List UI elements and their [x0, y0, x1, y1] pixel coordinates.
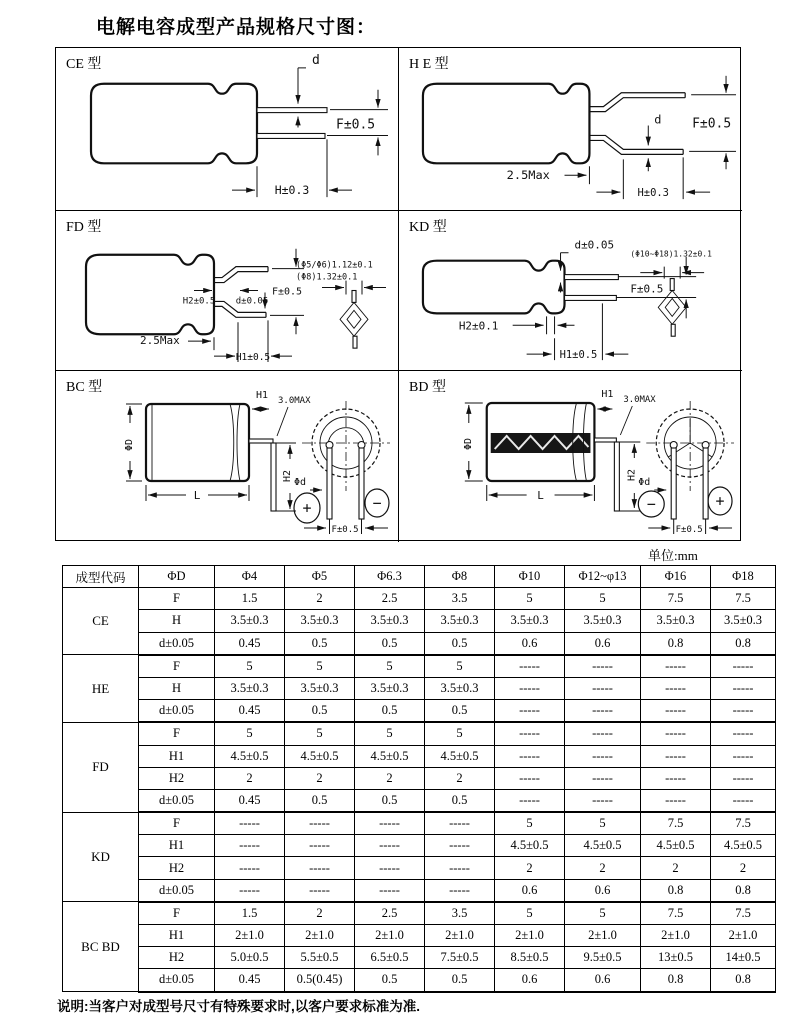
- capacitor-body: [423, 84, 685, 164]
- col-header: Φ5: [285, 566, 355, 588]
- value-cell: 2±1.0: [285, 925, 355, 947]
- param-label: d±0.05: [139, 879, 215, 902]
- param-label: H2: [139, 767, 215, 789]
- value-cell: 0.6: [495, 879, 565, 902]
- spec-table: [62, 565, 776, 993]
- value-cell: 5: [565, 902, 641, 925]
- value-cell: 3.5±0.3: [355, 677, 425, 699]
- dim-label-d: d: [654, 112, 662, 127]
- capacitor-body: [423, 261, 618, 314]
- value-cell: -----: [285, 812, 355, 835]
- param-label: d±0.05: [139, 700, 215, 723]
- value-cell: 5: [355, 722, 425, 745]
- value-cell: -----: [285, 835, 355, 857]
- table-row: [63, 879, 776, 902]
- diagram-cell-bd: [399, 371, 742, 542]
- value-cell: -----: [425, 879, 495, 902]
- table-row: [63, 789, 776, 812]
- polarity-plus-sign: +: [715, 491, 725, 511]
- diagram-label-bc: BC 型: [66, 380, 103, 395]
- dim-label-h: H±0.3: [274, 183, 310, 198]
- value-cell: -----: [641, 677, 711, 699]
- value-cell: 0.5: [425, 789, 495, 812]
- value-cell: 0.6: [495, 969, 565, 992]
- value-cell: 0.45: [215, 789, 285, 812]
- table-row: [63, 969, 776, 992]
- col-header: Φ12~φ13: [565, 566, 641, 588]
- col-header: Φ16: [641, 566, 711, 588]
- value-cell: -----: [285, 857, 355, 879]
- dim-label-h2: H2: [282, 469, 293, 483]
- param-label: d±0.05: [139, 789, 215, 812]
- value-cell: 0.5(0.45): [285, 969, 355, 992]
- col-header: Φ8: [425, 566, 495, 588]
- value-cell: -----: [565, 745, 641, 767]
- lead-note-1: (Φ5/Φ6)1.12±0.1: [296, 259, 373, 270]
- polarity-minus-icon: [365, 489, 389, 517]
- dim-label-h2: H2±0.1: [458, 319, 499, 333]
- value-cell: -----: [425, 812, 495, 835]
- diagram-label-he: H E 型: [409, 57, 449, 72]
- dim-label-max: 2.5Max: [140, 334, 180, 348]
- value-cell: 0.45: [215, 700, 285, 723]
- value-cell: -----: [565, 789, 641, 812]
- value-cell: -----: [641, 745, 711, 767]
- value-cell: -----: [711, 767, 776, 789]
- value-cell: 0.5: [355, 632, 425, 655]
- value-cell: 0.5: [285, 700, 355, 723]
- value-cell: -----: [495, 745, 565, 767]
- table-row: [63, 677, 776, 699]
- value-cell: 0.5: [355, 969, 425, 992]
- value-cell: 4.5±0.5: [495, 835, 565, 857]
- kd-diagram: [399, 211, 742, 370]
- value-cell: -----: [711, 700, 776, 723]
- value-cell: 3.5±0.3: [355, 610, 425, 632]
- col-header: Φ4: [215, 566, 285, 588]
- value-cell: 0.5: [285, 789, 355, 812]
- value-cell: 2±1.0: [215, 925, 285, 947]
- value-cell: 4.5±0.5: [355, 745, 425, 767]
- value-cell: 5: [285, 722, 355, 745]
- value-cell: 2±1.0: [565, 925, 641, 947]
- value-cell: -----: [215, 879, 285, 902]
- value-cell: 8.5±0.5: [495, 947, 565, 969]
- value-cell: -----: [355, 879, 425, 902]
- table-row: [63, 722, 776, 745]
- value-cell: 5: [495, 588, 565, 610]
- value-cell: 2: [355, 767, 425, 789]
- dim-label-h1: H1±0.5: [235, 352, 271, 364]
- value-cell: -----: [495, 767, 565, 789]
- table-row: [63, 632, 776, 655]
- value-cell: 0.5: [285, 632, 355, 655]
- param-label: F: [139, 655, 215, 678]
- polarity-minus-sign: −: [646, 494, 656, 514]
- value-cell: 2±1.0: [641, 925, 711, 947]
- value-cell: 2: [565, 857, 641, 879]
- diagram-cell-ce: [56, 48, 399, 211]
- dim-label-f: F±0.5: [331, 525, 359, 535]
- dim-label-h2: H2: [626, 468, 638, 482]
- diagram-cell-he: [399, 48, 742, 211]
- value-cell: 0.8: [711, 632, 776, 655]
- value-cell: 2±1.0: [711, 925, 776, 947]
- value-cell: 5.0±0.5: [215, 947, 285, 969]
- value-cell: -----: [495, 722, 565, 745]
- value-cell: 0.8: [711, 879, 776, 902]
- diagram-cell-bc: [56, 371, 399, 542]
- value-cell: 0.45: [215, 632, 285, 655]
- value-cell: -----: [711, 677, 776, 699]
- value-cell: 3.5±0.3: [215, 677, 285, 699]
- dim-label-h: H±0.3: [637, 187, 669, 200]
- value-cell: 0.6: [565, 879, 641, 902]
- table-row: [63, 655, 776, 678]
- table-row: [63, 610, 776, 632]
- value-cell: 4.5±0.5: [565, 835, 641, 857]
- dim-label-phi-d: ΦD: [462, 437, 474, 451]
- value-cell: 0.6: [565, 969, 641, 992]
- value-cell: -----: [425, 835, 495, 857]
- value-cell: 3.5±0.3: [285, 677, 355, 699]
- value-cell: 1.5: [215, 902, 285, 925]
- param-label: H: [139, 677, 215, 699]
- table-row: [63, 925, 776, 947]
- param-label: F: [139, 588, 215, 610]
- page-title: 电解电容成型产品规格尺寸图：: [96, 17, 377, 38]
- value-cell: 13±0.5: [641, 947, 711, 969]
- table-row: [63, 947, 776, 969]
- value-cell: 2: [215, 767, 285, 789]
- value-cell: 4.5±0.5: [711, 835, 776, 857]
- table-row: [63, 835, 776, 857]
- value-cell: 0.8: [641, 879, 711, 902]
- value-cell: 2: [711, 857, 776, 879]
- value-cell: 2: [425, 767, 495, 789]
- group-code: FD: [63, 722, 139, 812]
- col-header-code: 成型代码: [63, 566, 139, 588]
- table-row: [63, 588, 776, 610]
- value-cell: 2: [285, 902, 355, 925]
- dim-label-h1: H1: [601, 388, 614, 401]
- value-cell: 5: [355, 655, 425, 678]
- polarity-plus-icon: [708, 487, 732, 515]
- capacitor-body: [86, 255, 268, 335]
- param-label: H2: [139, 857, 215, 879]
- value-cell: 2.5: [355, 902, 425, 925]
- value-cell: -----: [355, 812, 425, 835]
- dim-label-d: d±0.05: [574, 238, 615, 252]
- dim-label-phi-d-lead: Φd: [638, 476, 651, 489]
- group-code: HE: [63, 655, 139, 723]
- lead-cross-section: [340, 291, 368, 349]
- param-label: d±0.05: [139, 969, 215, 992]
- param-label: F: [139, 902, 215, 925]
- value-cell: 9.5±0.5: [565, 947, 641, 969]
- value-cell: 2: [285, 588, 355, 610]
- value-cell: 0.8: [711, 969, 776, 992]
- value-cell: -----: [495, 789, 565, 812]
- value-cell: 3.5: [425, 588, 495, 610]
- table-row: [63, 857, 776, 879]
- value-cell: -----: [565, 677, 641, 699]
- bd-diagram: [399, 371, 742, 542]
- param-label: H1: [139, 925, 215, 947]
- value-cell: 7.5: [711, 812, 776, 835]
- dim-label-f: F±0.5: [272, 286, 303, 298]
- value-cell: 5: [425, 655, 495, 678]
- value-cell: 5: [565, 812, 641, 835]
- value-cell: 5: [215, 722, 285, 745]
- param-label: H: [139, 610, 215, 632]
- value-cell: 0.8: [641, 632, 711, 655]
- he-diagram: [399, 48, 742, 210]
- value-cell: 4.5±0.5: [425, 745, 495, 767]
- ce-diagram: [56, 48, 398, 210]
- value-cell: 4.5±0.5: [285, 745, 355, 767]
- lead-note-2: (Φ8)1.32±0.1: [296, 271, 358, 282]
- value-cell: 14±0.5: [711, 947, 776, 969]
- value-cell: 7.5: [711, 588, 776, 610]
- value-cell: 4.5±0.5: [215, 745, 285, 767]
- value-cell: -----: [565, 722, 641, 745]
- value-cell: -----: [641, 722, 711, 745]
- dim-label-phi-d-lead: Φd: [294, 477, 307, 488]
- value-cell: -----: [641, 789, 711, 812]
- value-cell: 5: [285, 655, 355, 678]
- col-header: Φ6.3: [355, 566, 425, 588]
- value-cell: 3.5: [425, 902, 495, 925]
- value-cell: 0.5: [355, 789, 425, 812]
- value-cell: -----: [711, 745, 776, 767]
- value-cell: -----: [565, 767, 641, 789]
- value-cell: -----: [285, 879, 355, 902]
- dim-label-max: 3.0MAX: [278, 396, 311, 406]
- value-cell: 3.5±0.3: [495, 610, 565, 632]
- dim-label-h1: H1±0.5: [559, 349, 598, 362]
- capacitor-body: [91, 84, 327, 164]
- value-cell: -----: [215, 812, 285, 835]
- value-cell: 5.5±0.5: [285, 947, 355, 969]
- group-code: BC BD: [63, 902, 139, 992]
- table-row: [63, 700, 776, 723]
- footer-note: 说明:当客户对成型号尺寸有特殊要求时,以客户要求标准为准.: [57, 999, 420, 1014]
- col-header: Φ18: [711, 566, 776, 588]
- value-cell: -----: [355, 835, 425, 857]
- value-cell: 0.5: [425, 632, 495, 655]
- value-cell: 3.5±0.3: [425, 677, 495, 699]
- value-cell: 0.5: [355, 700, 425, 723]
- value-cell: -----: [711, 722, 776, 745]
- value-cell: -----: [495, 655, 565, 678]
- group-code: KD: [63, 812, 139, 902]
- diagram-label-bd: BD 型: [409, 380, 446, 395]
- value-cell: 0.6: [495, 632, 565, 655]
- value-cell: 7.5: [641, 812, 711, 835]
- value-cell: 5: [425, 722, 495, 745]
- value-cell: -----: [495, 700, 565, 723]
- value-cell: 0.5: [425, 700, 495, 723]
- value-cell: 7.5: [641, 902, 711, 925]
- value-cell: 3.5±0.3: [711, 610, 776, 632]
- value-cell: 2: [641, 857, 711, 879]
- dim-label-max: 3.0MAX: [623, 394, 656, 406]
- table-row: [63, 902, 776, 925]
- value-cell: -----: [425, 857, 495, 879]
- value-cell: 1.5: [215, 588, 285, 610]
- polarity-plus-sign: +: [302, 499, 312, 517]
- value-cell: -----: [711, 789, 776, 812]
- value-cell: 3.5±0.3: [641, 610, 711, 632]
- value-cell: 3.5±0.3: [565, 610, 641, 632]
- value-cell: -----: [641, 767, 711, 789]
- value-cell: 0.8: [641, 969, 711, 992]
- table-header-row: [63, 566, 776, 588]
- value-cell: 0.45: [215, 969, 285, 992]
- value-cell: 6.5±0.5: [355, 947, 425, 969]
- value-cell: -----: [565, 655, 641, 678]
- value-cell: -----: [495, 677, 565, 699]
- polarity-minus-icon: [638, 491, 664, 517]
- diagram-cell-fd: [56, 211, 399, 371]
- dim-label-f: F±0.5: [336, 117, 376, 133]
- table-row: [63, 745, 776, 767]
- bc-diagram: [56, 371, 398, 542]
- dim-label-d: d±0.05: [235, 296, 269, 307]
- value-cell: 2: [495, 857, 565, 879]
- value-cell: 7.5±0.5: [425, 947, 495, 969]
- group-code: CE: [63, 588, 139, 655]
- dim-label-f: F±0.5: [630, 282, 664, 296]
- param-label: H1: [139, 745, 215, 767]
- unit-note: 单位:mm: [648, 548, 698, 563]
- value-cell: 0.6: [565, 632, 641, 655]
- diagram-grid: [55, 47, 741, 541]
- value-cell: -----: [565, 700, 641, 723]
- diagram-label-ce: CE 型: [66, 57, 102, 72]
- value-cell: 7.5: [711, 902, 776, 925]
- dim-label-h2: H2±0.5: [182, 296, 216, 307]
- fd-diagram: [56, 211, 398, 370]
- dim-label-l: L: [537, 488, 544, 503]
- value-cell: -----: [641, 700, 711, 723]
- dim-label-max: 2.5Max: [506, 168, 550, 183]
- diagram-label-kd: KD 型: [409, 220, 447, 235]
- value-cell: 5: [565, 588, 641, 610]
- value-cell: 2±1.0: [495, 925, 565, 947]
- table-row: [63, 812, 776, 835]
- polarity-minus-sign: −: [372, 494, 382, 512]
- col-header: ΦD: [139, 566, 215, 588]
- value-cell: 3.5±0.3: [215, 610, 285, 632]
- value-cell: 5: [215, 655, 285, 678]
- value-cell: 3.5±0.3: [285, 610, 355, 632]
- value-cell: 3.5±0.3: [425, 610, 495, 632]
- polarity-plus-icon: [294, 493, 320, 523]
- value-cell: 2.5: [355, 588, 425, 610]
- value-cell: -----: [215, 857, 285, 879]
- table-row: [63, 767, 776, 789]
- value-cell: 7.5: [641, 588, 711, 610]
- diagram-cell-kd: [399, 211, 742, 371]
- param-label: H2: [139, 947, 215, 969]
- diagram-label-fd: FD 型: [66, 220, 102, 235]
- value-cell: 2±1.0: [425, 925, 495, 947]
- dim-label-l: L: [193, 489, 201, 502]
- dim-label-f: F±0.5: [675, 524, 703, 536]
- value-cell: -----: [215, 835, 285, 857]
- param-label: F: [139, 722, 215, 745]
- value-cell: 4.5±0.5: [641, 835, 711, 857]
- dim-label-f: F±0.5: [692, 116, 732, 132]
- param-label: H1: [139, 835, 215, 857]
- value-cell: 2: [285, 767, 355, 789]
- value-cell: -----: [641, 655, 711, 678]
- dim-label-h1: H1: [256, 390, 269, 401]
- value-cell: -----: [711, 655, 776, 678]
- dim-label-phi-d: ΦD: [124, 438, 135, 452]
- param-label: F: [139, 812, 215, 835]
- value-cell: 5: [495, 902, 565, 925]
- col-header: Φ10: [495, 566, 565, 588]
- lead-note-1: (Φ10~Φ18)1.32±0.1: [630, 249, 712, 259]
- value-cell: 2±1.0: [355, 925, 425, 947]
- value-cell: 5: [495, 812, 565, 835]
- value-cell: 0.5: [425, 969, 495, 992]
- dim-label-d: d: [312, 52, 320, 68]
- value-cell: -----: [355, 857, 425, 879]
- param-label: d±0.05: [139, 632, 215, 655]
